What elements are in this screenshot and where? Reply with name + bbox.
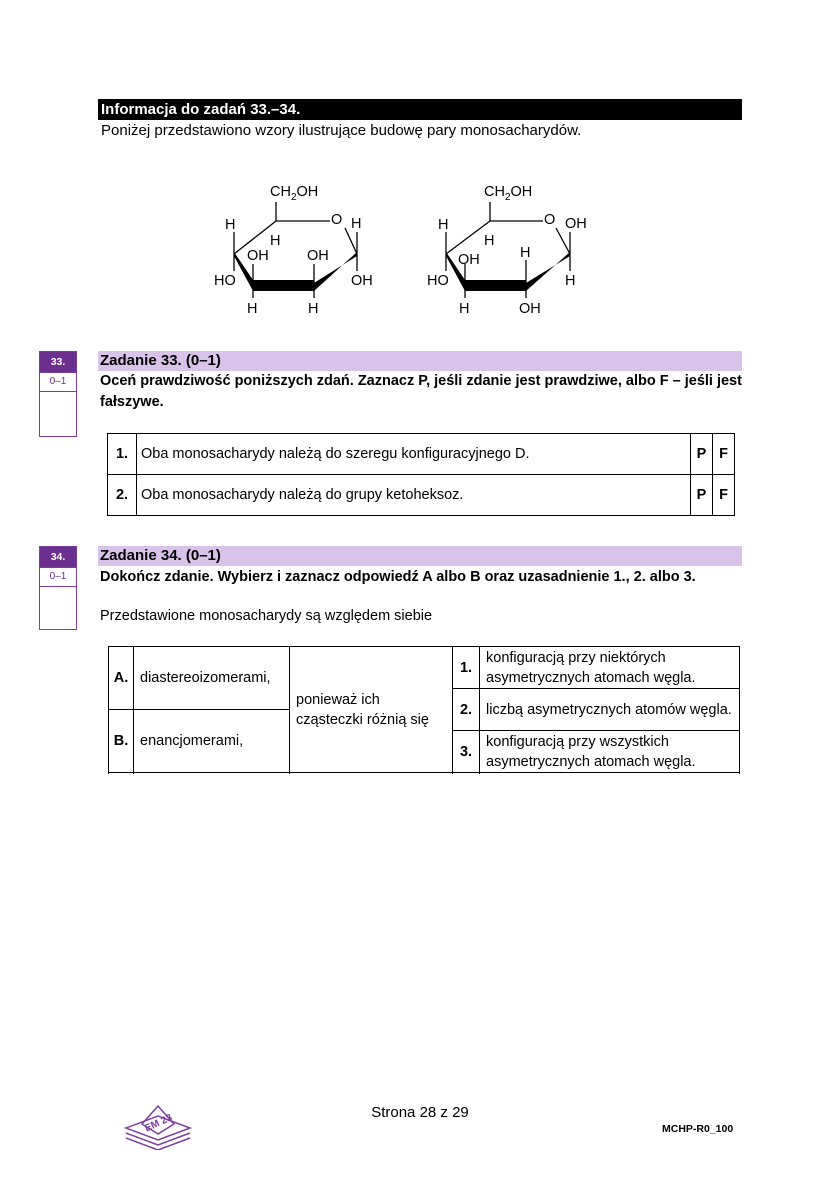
svg-text:H: H [484, 233, 495, 249]
svg-text:OH: OH [519, 301, 541, 317]
svg-text:OH: OH [247, 248, 269, 264]
svg-text:H: H [459, 301, 470, 317]
task34-command: Dokończ zdanie. Wybierz i zaznacz odpowiedź A albo B oraz uzasadnienie 1., 2. albo 3. [100, 569, 696, 585]
answer-f-2[interactable]: F [713, 475, 735, 516]
answer-p-2[interactable]: P [691, 475, 713, 516]
reason-1-text[interactable]: konfiguracją przy niektórych asymetrycznych atomach węgla. [480, 647, 740, 689]
svg-text:H: H [438, 217, 449, 233]
svg-text:OH: OH [458, 252, 480, 268]
because-text: ponieważ ich cząsteczki różnią się [290, 647, 453, 773]
structure-right [427, 184, 587, 317]
option-a-letter[interactable]: A. [109, 647, 134, 710]
svg-text:CH2OH: $CH_2OH$ [484, 184, 533, 203]
true-false-table [107, 433, 735, 516]
task33-command: Oceń prawdziwość poniższych zdań. Zaznacz P, jeśli zdanie jest prawdziwe, albo F – jeśli jest fałszywe. [100, 373, 742, 410]
info-header: Informacja do zadań 33.–34. [98, 99, 742, 120]
document-code: MCHP-R0_100 [662, 1123, 734, 1135]
table-row: 2. Oba monosacharydy należą do grupy ketoheksoz. P F [108, 475, 735, 516]
option-b-text[interactable]: enancjomerami, [134, 710, 290, 773]
svg-text:H: H [565, 273, 576, 289]
score-box-33: 33. 0–1 [39, 351, 77, 437]
svg-text:HO: HO [427, 273, 449, 289]
svg-text:CH2OH: $CH_2OH$ [270, 184, 319, 203]
monosaccharide-structures [0, 0, 840, 340]
choice-table [108, 646, 740, 773]
table-row: 1. Oba monosacharydy należą do szeregu konfiguracyjnego D. P F [108, 434, 735, 475]
page-number: Strona 28 z 29 [371, 1104, 469, 1121]
ring-oxygen: O [331, 212, 343, 228]
task33-title: Zadanie 33. (0–1) [98, 351, 742, 371]
svg-text:H: H [225, 217, 236, 233]
logo-text: EM 23 [143, 1112, 175, 1135]
reason-2-number[interactable]: 2. [453, 689, 480, 731]
reason-1-number[interactable]: 1. [453, 647, 480, 689]
score-box-34: 34. 0–1 [39, 546, 77, 630]
answer-p-1[interactable]: P [691, 434, 713, 475]
reason-3-number[interactable]: 3. [453, 731, 480, 773]
reason-2-text[interactable]: liczbą asymetrycznych atomów węgla. [480, 689, 740, 731]
task34-stem: Przedstawione monosacharydy są względem siebie [100, 608, 433, 624]
info-text: Poniżej przedstawiono wzory ilustrujące budowę pary monosacharydów. [101, 122, 582, 139]
ch2oh-label-right: CH [484, 184, 505, 200]
reason-3-text[interactable]: konfiguracją przy wszystkich asymetrycznych atomach węgla. [480, 731, 740, 773]
svg-text:H: H [247, 301, 258, 317]
svg-text:HO: HO [214, 273, 236, 289]
option-a-text[interactable]: diastereoizomerami, [134, 647, 290, 710]
option-b-letter[interactable]: B. [109, 710, 134, 773]
svg-text:OH: OH [565, 216, 587, 232]
structure-left [214, 184, 373, 317]
ch2oh-label-left: CH [270, 184, 291, 200]
svg-text:OH: OH [351, 273, 373, 289]
svg-text:H: H [351, 216, 362, 232]
svg-text:H: H [520, 245, 531, 261]
svg-text:H: H [308, 301, 319, 317]
svg-text:H: H [270, 233, 281, 249]
svg-text:O: O [544, 212, 556, 228]
svg-text:OH: OH [307, 248, 329, 264]
task34-title: Zadanie 34. (0–1) [98, 546, 742, 566]
answer-f-1[interactable]: F [713, 434, 735, 475]
